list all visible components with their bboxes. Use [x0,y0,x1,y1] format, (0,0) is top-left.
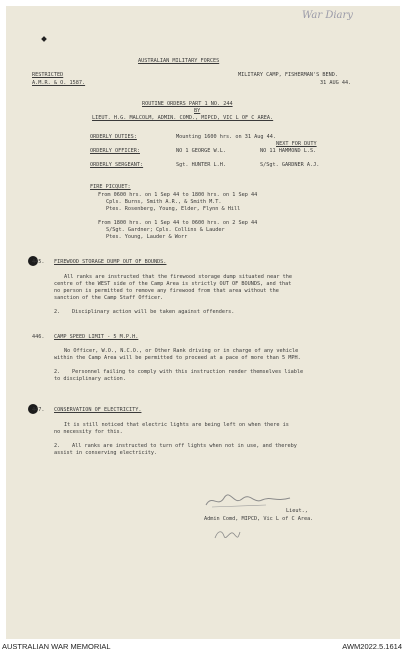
order-number: 447. [32,407,45,413]
signatory-title: Admin Comd, MIPCD, Vic L of C Area. [204,516,314,522]
order-text-line: It is still noticed that electric lights are being left on when there is [64,422,289,428]
order-para-number: 2. [54,369,61,375]
orders-by: BY [194,108,201,114]
order-text-line: to disciplinary action. [54,376,126,382]
orderly-sergeant-next: S/Sgt. GARDNER A.J. [260,162,320,168]
order-text-line: no necessity for this. [54,429,123,435]
orderly-duties-text: Mounting 1600 hrs. on 31 Aug 44. [176,134,276,140]
orderly-sergeant: Sgt. HUNTER L.H. [176,162,226,168]
camp-location: MILITARY CAMP, FISHERMAN'S BEND. [238,72,338,78]
archive-footer [0,639,406,653]
order-text-line: Disciplinary action will be taken against offenders. [72,309,235,315]
ink-mark [41,36,47,42]
fire-picquet-heading: FIRE PICQUET: [90,184,131,190]
picquet-shift-2-nco: S/Sgt. Gardner; Cpls. Collins & Lauder [106,227,225,233]
next-for-duty-label: NEXT FOR DUTY [276,141,317,147]
order-text-line: assist in conserving electricity. [54,450,158,456]
picquet-shift-2-time: From 1800 hrs. on 1 Sep 44 to 0600 hrs. on 2 Sep 44 [98,220,258,226]
order-text-line: Personnel failing to comply with this instruction render themselves liable [72,369,304,375]
order-number: 446. [32,334,45,340]
signature [202,490,294,512]
handwritten-note: War Diary [302,10,353,21]
document-date: 31 AUG 44. [320,80,352,86]
document-title: AUSTRALIAN MILITARY FORCES [138,58,220,64]
order-text-line: within the Camp Area will be permitted to proceed at a pace of more than 5 MPH. [54,355,301,361]
signatory-rank: Lieut., [286,508,308,514]
order-heading: CAMP SPEED LIMIT - 5 M.P.H. [54,334,139,340]
orderly-officer-label: ORDERLY OFFICER: [90,148,140,154]
orderly-sergeant-label: ORDERLY SERGEANT: [90,162,144,168]
archive-reference: AWM2022.5.1614 [342,642,402,651]
order-text-line: No Officer, W.O., N.C.O., or Other Rank driving or in charge of any vehicle [64,348,299,354]
order-number: 445. [32,259,45,265]
archive-name: AUSTRALIAN WAR MEMORIAL [2,642,111,651]
reference-number: A.M.R. & O. 1587. [32,80,86,86]
order-heading: CONSERVATION OF ELECTRICITY. [54,407,142,413]
picquet-shift-2-ptes: Ptes. Young, Lauder & Worr [106,234,188,240]
order-text-line: no person is permitted to remove any firewood from that area without the [54,288,279,294]
picquet-shift-1-cpls: Cpls. Burns, Smith A.R., & Smith M.T. [106,199,222,205]
orderly-officer: NO 1 GEORGE W.L. [176,148,226,154]
order-text-line: All ranks are instructed that the firewood storage dump situated near the [64,274,292,280]
orderly-officer-next: NO 11 HAMMOND L.S. [260,148,317,154]
restricted-label: RESTRICTED [32,72,64,78]
document-page [6,6,400,639]
orders-issuer: LIEUT. H.G. MALCOLM, ADMIN. COMD., MIPCD, VIC L OF C AREA. [92,115,274,121]
initials-mark [212,526,242,542]
picquet-shift-1-time: From 0600 hrs. on 1 Sep 44 to 1800 hrs. on 1 Sep 44 [98,192,258,198]
picquet-shift-1-ptes: Ptes. Rosenberg, Young, Elder, Flynn & Hill [106,206,241,212]
order-text-line: centre of the WEST side of the Camp Area is strictly OUT OF BOUNDS, and that [54,281,292,287]
orderly-duties-label: ORDERLY DUTIES: [90,134,137,140]
order-text-line: sanction of the Camp Staff Officer. [54,295,164,301]
order-text-line: All ranks are instructed to turn off lights when not in use, and thereby [72,443,297,449]
order-para-number: 2. [54,443,61,449]
order-heading: FIREWOOD STORAGE DUMP OUT OF BOUNDS. [54,259,167,265]
order-para-number: 2. [54,309,61,315]
orders-title: ROUTINE ORDERS PART 1 NO. 244 [142,101,233,107]
